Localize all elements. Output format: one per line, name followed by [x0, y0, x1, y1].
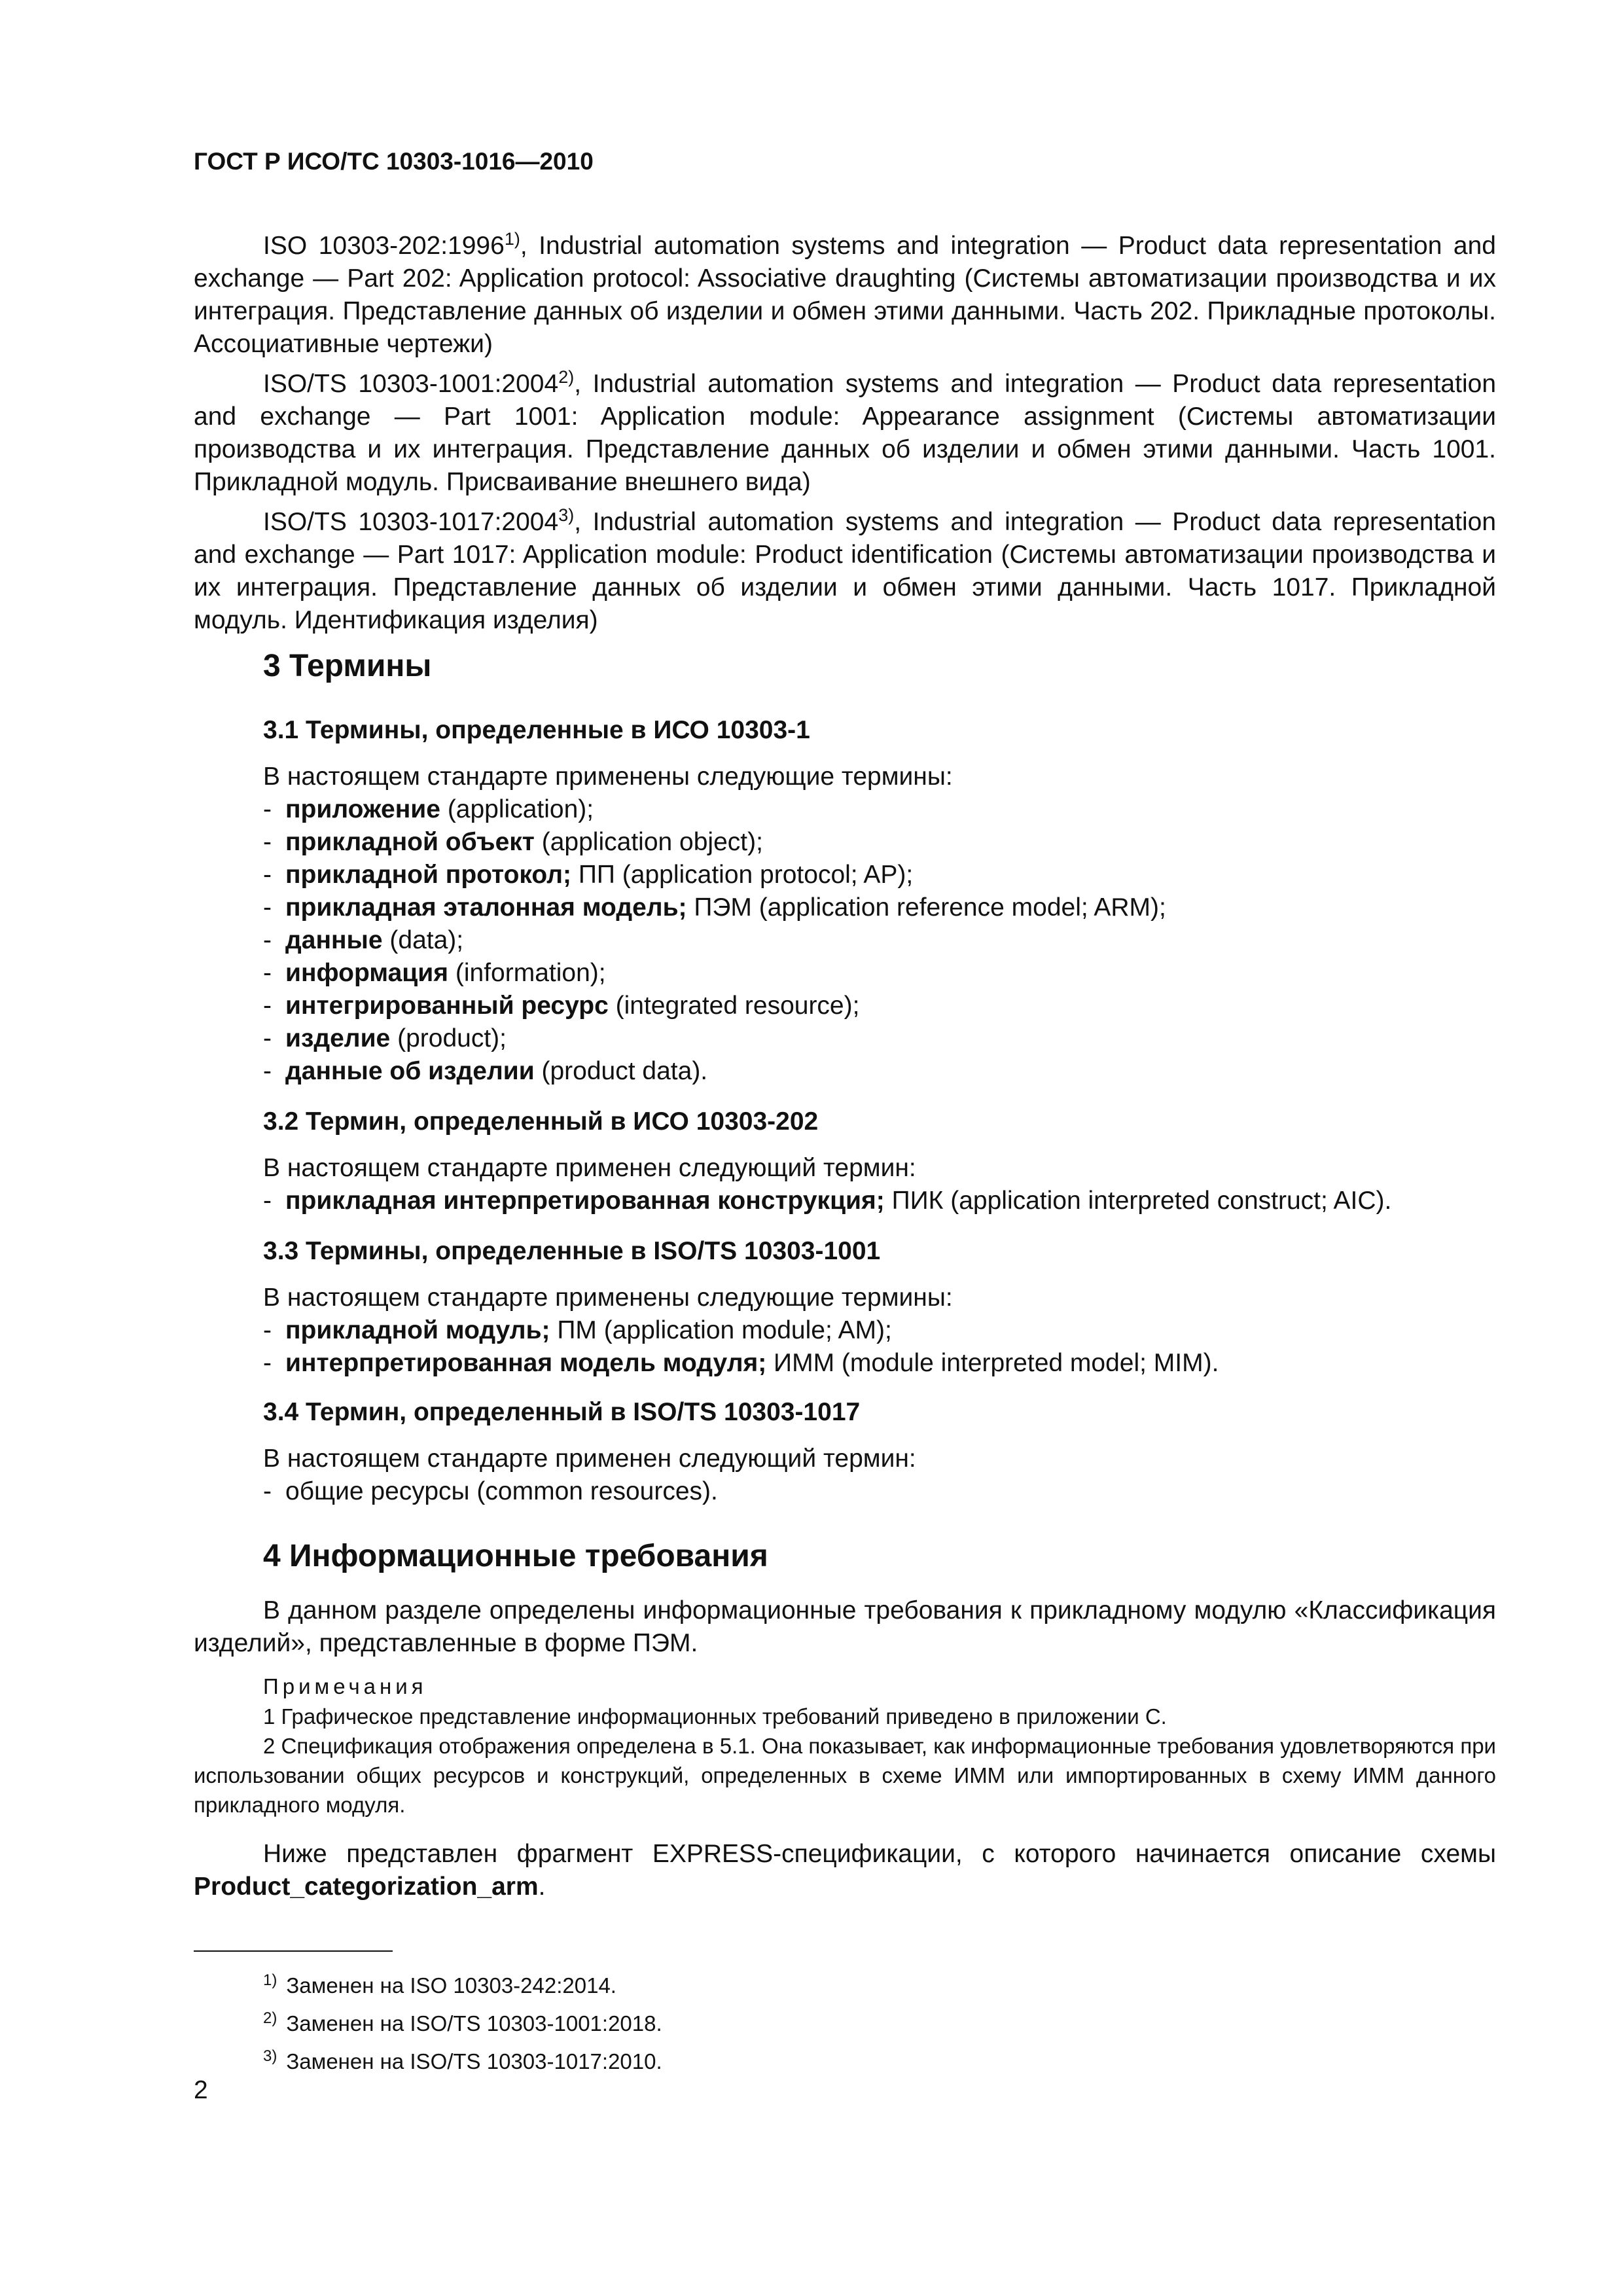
- term-item: - общие ресурсы (common resources).: [263, 1477, 718, 1505]
- terms-list-3-4: [263, 1475, 718, 1508]
- term-note: ПП (application protocol; AP);: [571, 861, 914, 889]
- subsection-3-3-intro: В настоящем стандарте применены следующие термины:: [263, 1283, 953, 1312]
- footnote-ref[interactable]: 2): [558, 367, 575, 387]
- term: прикладной объект: [285, 828, 535, 856]
- footnote-text: Заменен на ISO/TS 10303-1017:2010.: [286, 2049, 662, 2073]
- section-4-title: 4 Информационные требования: [263, 1539, 768, 1573]
- schema-name: Product_categorization_arm: [194, 1873, 539, 1901]
- term-note: (application);: [440, 795, 594, 823]
- subsection-3-4-title: 3.4 Термин, определенный в ISO/TS 10303-1017: [263, 1398, 861, 1426]
- reference-text: , Industrial automation systems and integration — Product data representation and exchange — Part 202: Application protocol: Associative draughting (Системы автоматизации производства и их интеграция. Представление данных об изделии и обмен этими данными. Часть 202. Прикладные протоколы. Ассоциативные чертежи): [194, 232, 1496, 358]
- term-note: ИММ (module interpreted model; MIM).: [766, 1349, 1219, 1377]
- term-note: ПИК (application interpreted construct; AIC).: [884, 1187, 1392, 1215]
- term-note: (application object);: [534, 828, 763, 856]
- footnote-ref[interactable]: 3): [558, 505, 575, 525]
- note-item: 2 Спецификация отображения определена в 5.1. Она показывает, как информационные требования удовлетворяются при использовании общих ресурсов и конструкций, определенных в схеме ИММ или импортированных в схему ИММ данного прикладного модуля.: [194, 1734, 1496, 1817]
- term: приложение: [285, 795, 440, 823]
- footnote-mark: 3): [263, 2047, 277, 2065]
- reference-text: , Industrial automation systems and integration — Product data representation and exchange — Part 1017: Application module: Product identification (Системы автоматизации производства и их интеграция. Представление данных об изделии и обмен этими данными. Часть 1017. Прикладной модуль. Идентификация изделия): [194, 508, 1497, 634]
- footnote-divider: [194, 1950, 393, 1952]
- term-item: - прикладной объект (application object);: [263, 828, 763, 856]
- term-note: (product);: [390, 1024, 507, 1052]
- subsection-3-4-intro: В настоящем стандарте применен следующий термин:: [263, 1444, 916, 1473]
- term: прикладной протокол;: [285, 861, 572, 889]
- reference-id: ISO/TS 10303-1001:2004: [263, 370, 559, 398]
- footnote: [263, 2047, 662, 2074]
- footnote-mark: 2): [263, 2009, 277, 2027]
- term-note: ПМ (application module; AM);: [550, 1316, 892, 1344]
- subsection-3-1-title: 3.1 Термины, определенные в ИСО 10303-1: [263, 716, 810, 744]
- term-item: - информация (information);: [263, 959, 606, 987]
- section-4-paragraph: В данном разделе определены информационные требования к прикладному модулю «Классификация изделий», представленные в форме ПЭМ.: [194, 1596, 1496, 1657]
- term: прикладная эталонная модель;: [285, 893, 687, 922]
- notes-block: [194, 1702, 1496, 1820]
- reference-text: , Industrial automation systems and integration — Product data representation and exchange — Part 1001: Application module: Appearance assignment (Системы автоматизации производства и их интеграция. Представление данных об изделии и обмен этими данными. Часть 1001. Прикладной модуль. Присваивание внешнего вида): [194, 370, 1497, 496]
- term-item: - данные об изделии (product data).: [263, 1057, 708, 1085]
- express-intro-paragraph: [194, 1838, 1496, 1903]
- reference-id: ISO/TS 10303-1017:2004: [263, 508, 559, 536]
- note-item: 1 Графическое представление информационных требований приведено в приложении С.: [263, 1704, 1167, 1729]
- page-number: 2: [194, 2076, 208, 2104]
- term: прикладная интерпретированная конструкция;: [285, 1187, 885, 1215]
- section-3-title: 3 Термины: [263, 649, 432, 683]
- express-intro-text: Ниже представлен фрагмент EXPRESS-спецификации, с которого начинается описание схемы: [263, 1840, 1496, 1868]
- term-note: ПЭМ (application reference model; ARM);: [687, 893, 1166, 922]
- term-item: - прикладная интерпретированная конструкция; ПИК (application interpreted construct; AIC).: [263, 1187, 1392, 1215]
- express-intro-end: .: [538, 1873, 546, 1901]
- footnote: [263, 2009, 662, 2036]
- term-note: (integrated resource);: [608, 992, 860, 1020]
- standard-header: ГОСТ Р ИСО/ТС 10303-1016—2010: [194, 148, 594, 175]
- term-item: - интегрированный ресурс (integrated resource);: [263, 992, 860, 1020]
- reference-item: [194, 361, 1496, 499]
- term-note: (product data).: [534, 1057, 708, 1085]
- subsection-3-3-title: 3.3 Термины, определенные в ISO/TS 10303-1001: [263, 1237, 881, 1265]
- terms-list-3-3: [263, 1314, 1219, 1380]
- term-item: - интерпретированная модель модуля; ИММ (module interpreted model; MIM).: [263, 1349, 1219, 1377]
- term: прикладной модуль;: [285, 1316, 550, 1344]
- term-item: - данные (data);: [263, 926, 464, 954]
- section-4-body: [194, 1594, 1496, 1660]
- footnote-text: Заменен на ISO 10303-242:2014.: [286, 1973, 616, 1998]
- term-item: - прикладной модуль; ПМ (application module; AM);: [263, 1316, 892, 1344]
- subsection-3-2-intro: В настоящем стандарте применен следующий термин:: [263, 1154, 916, 1182]
- term-note: общие ресурсы (common resources).: [285, 1477, 718, 1505]
- express-intro: [194, 1838, 1496, 1903]
- term-note: (data);: [382, 926, 464, 954]
- term-item: - прикладная эталонная модель; ПЭМ (application reference model; ARM);: [263, 893, 1166, 922]
- reference-item: [194, 223, 1496, 361]
- footnote-mark: 1): [263, 1971, 277, 1989]
- footnote-text: Заменен на ISO/TS 10303-1001:2018.: [286, 2011, 662, 2036]
- term-item: - прикладной протокол; ПП (application protocol; AP);: [263, 861, 914, 889]
- footnote-ref[interactable]: 1): [504, 229, 520, 249]
- term: данные об изделии: [285, 1057, 535, 1085]
- reference-item: [194, 499, 1496, 637]
- term-item: - изделие (product);: [263, 1024, 507, 1052]
- term: интегрированный ресурс: [285, 992, 609, 1020]
- term: информация: [285, 959, 449, 987]
- subsection-3-1-intro: В настоящем стандарте применены следующие термины:: [263, 762, 953, 791]
- terms-list-3-2: [263, 1185, 1391, 1217]
- term-note: (information);: [448, 959, 606, 987]
- subsection-3-2-title: 3.2 Термин, определенный в ИСО 10303-202: [263, 1107, 819, 1136]
- reference-list: [194, 223, 1496, 637]
- term: интерпретированная модель модуля;: [285, 1349, 767, 1377]
- term: данные: [285, 926, 383, 954]
- reference-id: ISO 10303-202:1996: [263, 232, 505, 260]
- footnote: [263, 1971, 616, 1998]
- term-item: - приложение (application);: [263, 795, 594, 823]
- notes-heading: Примечания: [263, 1674, 427, 1698]
- term: изделие: [285, 1024, 391, 1052]
- terms-list-3-1: [263, 793, 1166, 1088]
